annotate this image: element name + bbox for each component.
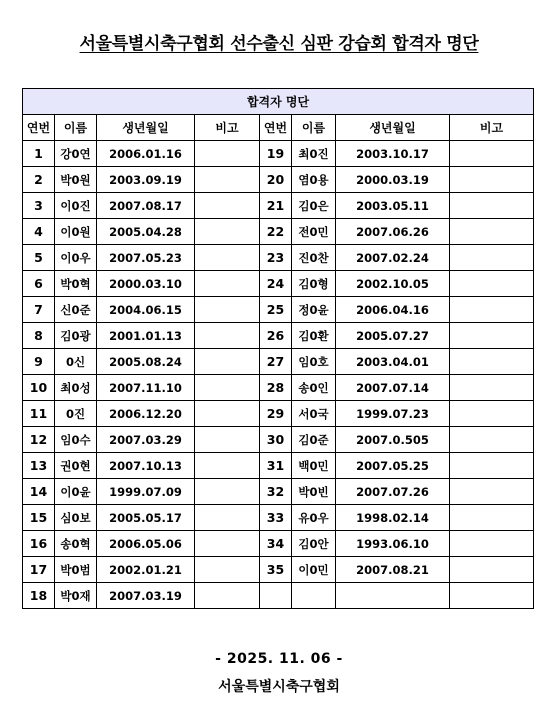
entry-note <box>195 401 260 427</box>
entry-note <box>450 271 534 297</box>
entry-number: 27 <box>260 349 292 375</box>
header-birthdate: 생년월일 <box>336 115 450 141</box>
entry-number: 20 <box>260 167 292 193</box>
entry-number: 11 <box>23 401 55 427</box>
entry-note <box>195 323 260 349</box>
entry-number: 34 <box>260 531 292 557</box>
entry-note <box>450 141 534 167</box>
table-row <box>23 583 534 609</box>
entry-birthdate: 2003.04.01 <box>336 349 450 375</box>
entry-name: 박0혁 <box>55 271 97 297</box>
header-name: 이름 <box>55 115 97 141</box>
table-row <box>23 505 534 531</box>
entry-note <box>450 557 534 583</box>
table-row <box>23 219 534 245</box>
table-row <box>23 323 534 349</box>
entry-note <box>450 375 534 401</box>
table-row <box>23 401 534 427</box>
entry-number: 33 <box>260 505 292 531</box>
entry-birthdate: 2007.08.17 <box>97 193 195 219</box>
entry-number: 9 <box>23 349 55 375</box>
entry-name: 0신 <box>55 349 97 375</box>
entry-note <box>450 505 534 531</box>
entry-name: 김0광 <box>55 323 97 349</box>
entry-number: 18 <box>23 583 55 609</box>
entry-birthdate: 1999.07.23 <box>336 401 450 427</box>
entry-name: 강0연 <box>55 141 97 167</box>
header-number: 연번 <box>260 115 292 141</box>
entry-name: 박0범 <box>55 557 97 583</box>
table-row <box>23 479 534 505</box>
entry-number: 13 <box>23 453 55 479</box>
entry-birthdate: 2007.03.29 <box>97 427 195 453</box>
entry-number: 10 <box>23 375 55 401</box>
entry-number: 22 <box>260 219 292 245</box>
entry-birthdate: 2007.07.14 <box>336 375 450 401</box>
entry-name: 임0호 <box>292 349 336 375</box>
header-birthdate: 생년월일 <box>97 115 195 141</box>
entry-note <box>450 297 534 323</box>
entry-name: 김0안 <box>292 531 336 557</box>
entry-birthdate: 2005.08.24 <box>97 349 195 375</box>
entry-birthdate: 2005.04.28 <box>97 219 195 245</box>
entry-number: 5 <box>23 245 55 271</box>
entry-birthdate: 2007.07.26 <box>336 479 450 505</box>
entry-name: 최0진 <box>292 141 336 167</box>
entry-note <box>450 349 534 375</box>
entry-note <box>450 479 534 505</box>
entry-name: 신0준 <box>55 297 97 323</box>
entry-birthdate: 2007.05.25 <box>336 453 450 479</box>
document-title: 서울특별시축구협회 선수출신 심판 강습회 합격자 명단 <box>79 34 479 54</box>
entry-birthdate: 2005.07.27 <box>336 323 450 349</box>
entry-name: 최0성 <box>55 375 97 401</box>
entry-number: 35 <box>260 557 292 583</box>
entry-number: 14 <box>23 479 55 505</box>
table-row <box>23 453 534 479</box>
entry-number: 23 <box>260 245 292 271</box>
entry-birthdate: 2005.05.17 <box>97 505 195 531</box>
passers-table <box>22 88 534 609</box>
organization-name: 서울특별시축구협회 <box>218 679 340 695</box>
entry-birthdate: 2002.01.21 <box>97 557 195 583</box>
entry-note <box>195 557 260 583</box>
entry-number: 8 <box>23 323 55 349</box>
entry-number <box>260 583 292 609</box>
entry-note <box>195 479 260 505</box>
table-row <box>23 375 534 401</box>
entry-note <box>450 193 534 219</box>
entry-number: 17 <box>23 557 55 583</box>
entry-name <box>292 583 336 609</box>
entry-note <box>195 349 260 375</box>
entry-note <box>195 271 260 297</box>
entry-number: 28 <box>260 375 292 401</box>
entry-note <box>450 219 534 245</box>
entry-note <box>450 583 534 609</box>
entry-number: 16 <box>23 531 55 557</box>
entry-birthdate: 2007.02.24 <box>336 245 450 271</box>
entry-number: 3 <box>23 193 55 219</box>
entry-number: 4 <box>23 219 55 245</box>
entry-number: 32 <box>260 479 292 505</box>
table-row <box>23 245 534 271</box>
entry-name: 0진 <box>55 401 97 427</box>
entry-birthdate: 2007.0.505 <box>336 427 450 453</box>
entry-birthdate: 2002.10.05 <box>336 271 450 297</box>
entry-birthdate <box>336 583 450 609</box>
entry-name: 김0준 <box>292 427 336 453</box>
entry-number: 21 <box>260 193 292 219</box>
entry-birthdate: 1993.06.10 <box>336 531 450 557</box>
entry-number: 25 <box>260 297 292 323</box>
entry-note <box>195 219 260 245</box>
entry-number: 30 <box>260 427 292 453</box>
table-row <box>23 167 534 193</box>
entry-number: 12 <box>23 427 55 453</box>
entry-name: 임0수 <box>55 427 97 453</box>
entry-note <box>450 323 534 349</box>
table-header-row <box>23 115 534 141</box>
entry-name: 송0인 <box>292 375 336 401</box>
table-row <box>23 141 534 167</box>
table-title-row <box>23 89 534 115</box>
entry-birthdate: 2003.10.17 <box>336 141 450 167</box>
entry-name: 전0민 <box>292 219 336 245</box>
header-name: 이름 <box>292 115 336 141</box>
header-note: 비고 <box>450 115 534 141</box>
entry-name: 송0혁 <box>55 531 97 557</box>
entry-name: 이0원 <box>55 219 97 245</box>
table-row <box>23 427 534 453</box>
entry-number: 2 <box>23 167 55 193</box>
table-title: 합격자 명단 <box>23 89 534 115</box>
entry-birthdate: 2006.05.06 <box>97 531 195 557</box>
header-number: 연번 <box>23 115 55 141</box>
table-row <box>23 193 534 219</box>
entry-note <box>195 193 260 219</box>
entry-note <box>195 505 260 531</box>
entry-note <box>195 427 260 453</box>
entry-birthdate: 2001.01.13 <box>97 323 195 349</box>
entry-note <box>195 297 260 323</box>
entry-note <box>450 531 534 557</box>
entry-birthdate: 2007.03.19 <box>97 583 195 609</box>
entry-note <box>450 453 534 479</box>
entry-number: 15 <box>23 505 55 531</box>
entry-name: 서0국 <box>292 401 336 427</box>
entry-birthdate: 2007.06.26 <box>336 219 450 245</box>
entry-note <box>450 167 534 193</box>
entry-birthdate: 2000.03.19 <box>336 167 450 193</box>
entry-name: 유0우 <box>292 505 336 531</box>
entry-note <box>195 141 260 167</box>
entry-birthdate: 2006.04.16 <box>336 297 450 323</box>
entry-birthdate: 2000.03.10 <box>97 271 195 297</box>
entry-note <box>450 401 534 427</box>
entry-name: 박0재 <box>55 583 97 609</box>
entry-name: 이0윤 <box>55 479 97 505</box>
entry-number: 24 <box>260 271 292 297</box>
entry-name: 박0원 <box>55 167 97 193</box>
entry-number: 7 <box>23 297 55 323</box>
entry-birthdate: 2003.05.11 <box>336 193 450 219</box>
table-row <box>23 271 534 297</box>
entry-birthdate: 2007.10.13 <box>97 453 195 479</box>
entry-birthdate: 2007.11.10 <box>97 375 195 401</box>
entry-note <box>450 427 534 453</box>
table-body <box>23 141 534 609</box>
entry-note <box>450 245 534 271</box>
entry-name: 정0윤 <box>292 297 336 323</box>
entry-note <box>195 245 260 271</box>
entry-note <box>195 583 260 609</box>
entry-number: 29 <box>260 401 292 427</box>
entry-birthdate: 1998.02.14 <box>336 505 450 531</box>
entry-name: 김0환 <box>292 323 336 349</box>
entry-name: 김0형 <box>292 271 336 297</box>
entry-number: 31 <box>260 453 292 479</box>
document-date: - 2025. 11. 06 - <box>215 651 343 667</box>
table-row <box>23 349 534 375</box>
entry-name: 이0진 <box>55 193 97 219</box>
entry-name: 진0찬 <box>292 245 336 271</box>
entry-number: 19 <box>260 141 292 167</box>
header-note: 비고 <box>195 115 260 141</box>
entry-name: 백0민 <box>292 453 336 479</box>
table-row <box>23 557 534 583</box>
entry-name: 심0보 <box>55 505 97 531</box>
entry-birthdate: 2006.12.20 <box>97 401 195 427</box>
entry-birthdate: 2004.06.15 <box>97 297 195 323</box>
entry-name: 김0은 <box>292 193 336 219</box>
entry-birthdate: 2007.08.21 <box>336 557 450 583</box>
entry-note <box>195 531 260 557</box>
table-row <box>23 297 534 323</box>
table-row <box>23 531 534 557</box>
entry-name: 염0용 <box>292 167 336 193</box>
entry-birthdate: 1999.07.09 <box>97 479 195 505</box>
entry-name: 권0현 <box>55 453 97 479</box>
entry-birthdate: 2003.09.19 <box>97 167 195 193</box>
entry-number: 1 <box>23 141 55 167</box>
entry-note <box>195 167 260 193</box>
entry-birthdate: 2007.05.23 <box>97 245 195 271</box>
entry-name: 이0민 <box>292 557 336 583</box>
entry-birthdate: 2006.01.16 <box>97 141 195 167</box>
entry-note <box>195 453 260 479</box>
entry-name: 이0우 <box>55 245 97 271</box>
entry-number: 6 <box>23 271 55 297</box>
entry-note <box>195 375 260 401</box>
entry-name: 박0빈 <box>292 479 336 505</box>
entry-number: 26 <box>260 323 292 349</box>
